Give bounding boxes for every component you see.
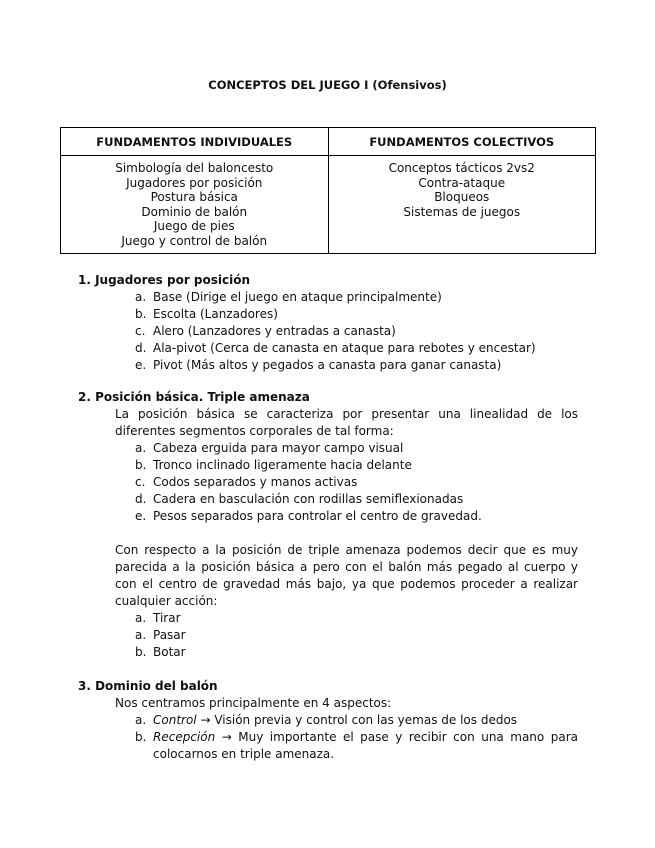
individual-cell [61,156,329,254]
list-marker: d. [135,341,147,355]
list-marker: b. [135,730,147,744]
list-item-text: Base (Dirige el juego en ataque principalmente) [153,290,442,304]
list-item-text: Escolta (Lanzadores) [153,307,278,321]
list-item-text: → Muy importante el pase y recibir con una mano para colocarnos en triple amenaza. [153,730,578,761]
individual-item: Simbología del baloncesto [115,161,274,175]
list-marker: e. [135,509,147,523]
section-dominio-balon [78,678,578,763]
list-item [78,491,578,508]
list-item-term: Recepción [153,730,216,744]
list-item [78,357,578,374]
header-individual: FUNDAMENTOS INDIVIDUALES [61,128,329,156]
list-item [78,306,578,323]
list-item [78,644,578,661]
header-colectivos: FUNDAMENTOS COLECTIVOS [328,128,596,156]
individual-item: Postura básica [150,190,238,205]
list-item [78,440,578,457]
list-item-text: Pesos separados para controlar el centro de gravedad. [153,509,482,523]
jugadores-list [78,289,578,374]
list-marker: c. [135,324,146,338]
list-marker: d. [135,492,147,506]
list-marker: e. [135,358,147,372]
list-marker: a. [135,290,147,304]
list-item [78,729,578,763]
colectivo-item: Conceptos tácticos 2vs2 [388,161,535,175]
individual-item: Jugadores por posición [126,175,263,190]
paragraph: La posición básica se caracteriza por presentar una linealidad de los diferentes segmentos corporales de tal forma: [115,407,578,438]
list-item [78,610,578,627]
list-marker: a. [135,611,147,625]
section-heading: 3. Dominio del balón [78,679,218,693]
list-item-text: → Visión previa y control con las yemas de los dedos [200,713,518,727]
list-item-text: Cadera en basculación con rodillas semiflexionadas [153,492,464,506]
list-item-text: Cabeza erguida para mayor campo visual [153,441,404,455]
list-item-text: Botar [153,645,186,659]
list-item-text: Pivot (Más altos y pegados a canasta para ganar canasta) [153,358,502,372]
colectivo-item: Contra-ataque [418,175,506,190]
page-title: CONCEPTOS DEL JUEGO I (Ofensivos) [208,78,447,92]
list-item-text: Alero (Lanzadores y entradas a canasta) [153,324,396,338]
list-item [78,627,578,644]
list-item [78,712,578,729]
individual-item: Juego y control de balón [121,233,268,248]
list-marker: c. [135,475,146,489]
individual-item: Dominio de balón [141,204,248,219]
section-posicion-basica [78,389,578,661]
section-heading: 1. Jugadores por posición [78,273,251,287]
acciones-list [78,610,578,661]
list-item-term: Control [153,713,197,727]
aspectos-list [78,712,578,763]
list-marker: b. [135,645,147,659]
list-marker: a. [135,628,147,642]
section-jugadores [78,272,578,374]
section-heading: 2. Posición básica. Triple amenaza [78,390,310,404]
list-item [78,457,578,474]
list-marker: a. [135,441,147,455]
list-item [78,474,578,491]
list-item-text: Ala-pivot (Cerca de canasta en ataque para rebotes y encestar) [153,341,536,355]
colectivo-item: Sistemas de juegos [403,204,521,219]
paragraph: Con respecto a la posición de triple amenaza podemos decir que es muy parecida a la posición básica a pero con el balón más pegado al cuerpo y con el centro de gravedad más bajo, ya que podemos proceder a realizar cualquier acción: [115,543,578,608]
colectivo-item: Bloqueos [434,190,490,205]
colectivos-cell [328,156,596,254]
list-item-text: Pasar [153,628,186,642]
paragraph: Nos centramos principalmente en 4 aspectos: [115,696,392,710]
list-item-text: Tronco inclinado ligeramente hacia delante [153,458,412,472]
list-item [78,323,578,340]
list-marker: b. [135,458,147,472]
list-marker: a. [135,713,147,727]
list-item-text: Codos separados y manos activas [153,475,358,489]
fundamentals-table [60,127,596,254]
list-item [78,508,578,525]
posicion-list [78,440,578,525]
list-item [78,289,578,306]
individual-item: Juego de pies [153,219,235,234]
list-marker: b. [135,307,147,321]
list-item [78,340,578,357]
list-item-text: Tirar [153,611,181,625]
